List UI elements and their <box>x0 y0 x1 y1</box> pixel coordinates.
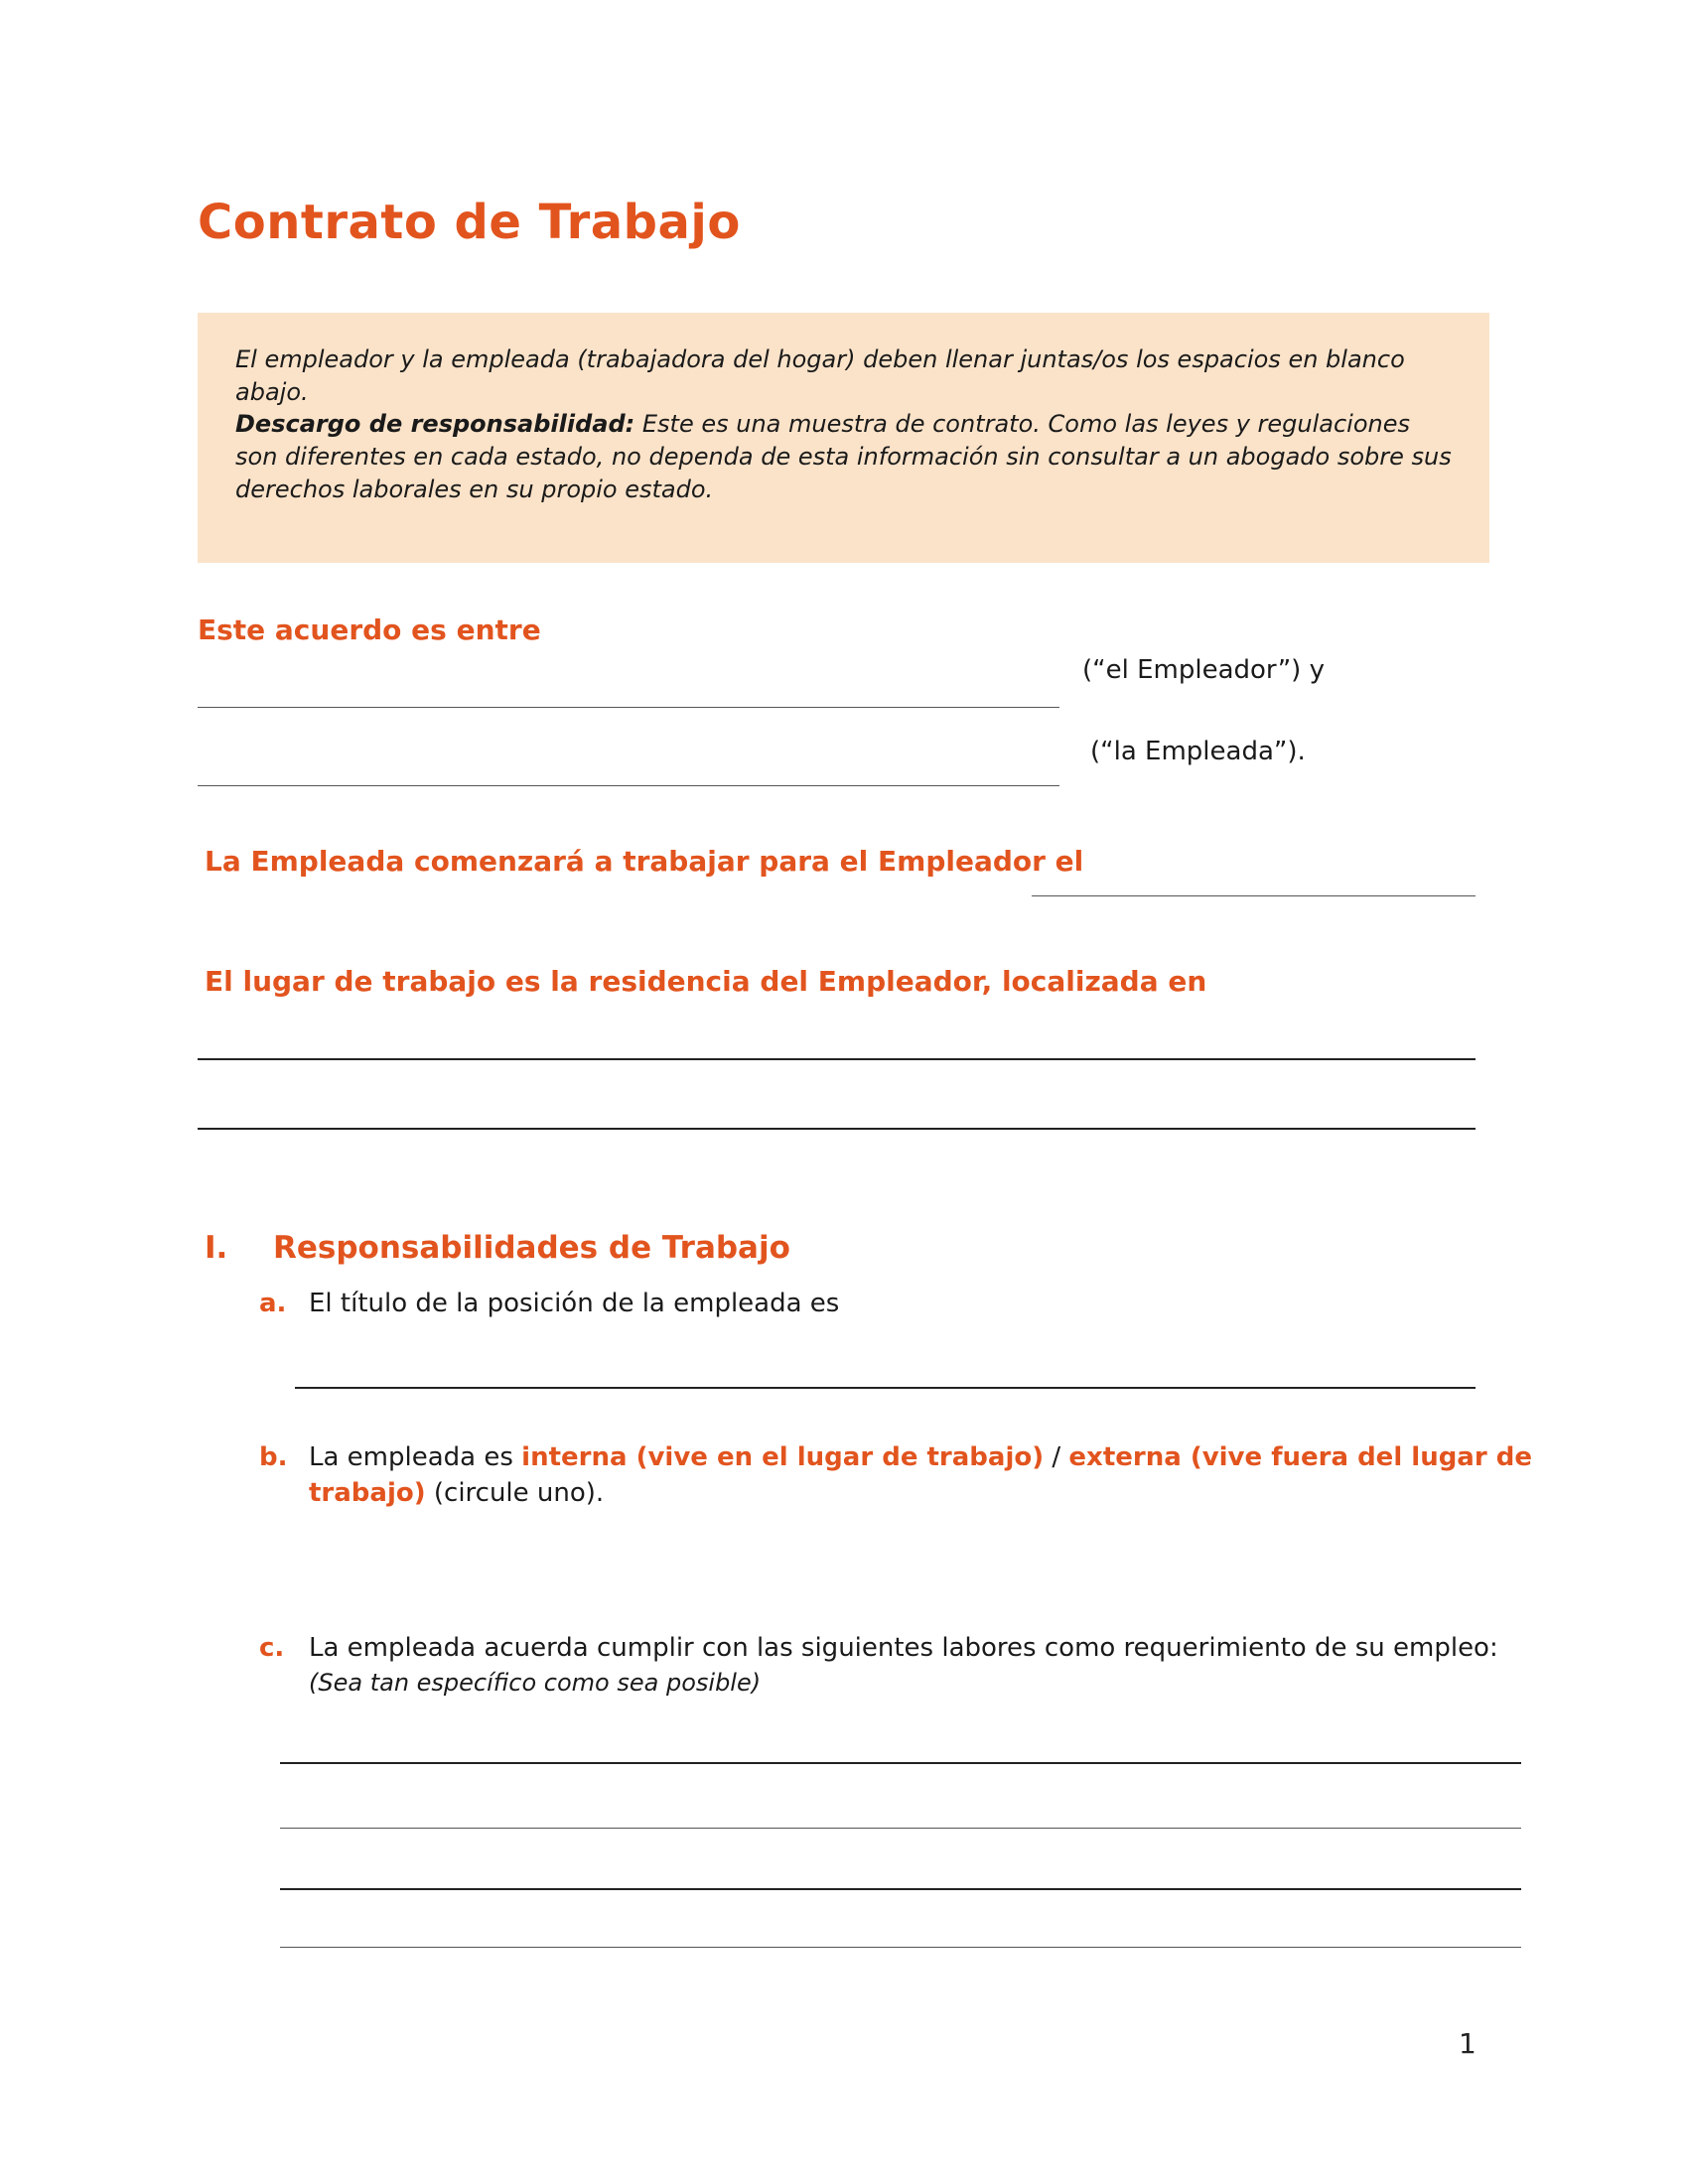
option-live-out-line-1[interactable]: externa (vive fuera del lugar de <box>1068 1442 1532 1472</box>
item-c-note: (Sea tan específico como sea posible) <box>309 1669 762 1697</box>
option-live-in[interactable]: interna (vive en el lugar de trabajo) <box>521 1442 1045 1472</box>
section-number: I. <box>205 1230 228 1266</box>
item-c-text: La empleada acuerda cumplir con las siguientes labores como requerimiento de su empleo: <box>309 1633 1498 1663</box>
item-b-line-2 <box>309 1478 604 1508</box>
duties-line-4[interactable] <box>280 1947 1521 1948</box>
employee-name-field[interactable] <box>198 785 1059 786</box>
workplace-address-line-2[interactable] <box>198 1128 1476 1130</box>
employer-name-field[interactable] <box>198 707 1059 708</box>
workplace-label: El lugar de trabajo es la residencia del Empleador, localizada en <box>205 965 1207 998</box>
duties-line-1[interactable] <box>280 1762 1521 1764</box>
item-a-text: El título de la posición de la empleada es <box>309 1289 840 1318</box>
workplace-address-line-1[interactable] <box>198 1058 1476 1060</box>
section-title: Responsabilidades de Trabajo <box>273 1230 790 1266</box>
option-separator: / <box>1044 1442 1069 1472</box>
notice-instruction: El empleador y la empleada (trabajadora del hogar) deben llenar juntas/os los espacios en blanco abajo. <box>235 345 1405 406</box>
item-a-letter: a. <box>259 1289 287 1318</box>
page-number: 1 <box>1459 2027 1477 2060</box>
duties-line-3[interactable] <box>280 1888 1521 1890</box>
notice-disclaimer <box>235 408 1457 506</box>
position-title-field[interactable] <box>295 1387 1476 1389</box>
item-b-suffix: (circule uno). <box>433 1478 605 1508</box>
item-b-line-1 <box>309 1442 1532 1472</box>
option-live-out-line-2[interactable]: trabajo) <box>309 1478 426 1508</box>
duties-line-2[interactable] <box>280 1828 1521 1829</box>
item-b-letter: b. <box>259 1442 288 1472</box>
employer-suffix: (“el Empleador”) y <box>1082 655 1325 685</box>
disclaimer-label: Descargo de responsabilidad: <box>235 410 635 438</box>
item-b-prefix: La empleada es <box>309 1442 522 1472</box>
parties-heading: Este acuerdo es entre <box>198 614 541 646</box>
employee-suffix: (“la Empleada”). <box>1090 737 1306 766</box>
start-date-field[interactable] <box>1032 895 1476 896</box>
document-title: Contrato de Trabajo <box>198 195 741 250</box>
disclaimer-text: Este es una muestra de contrato. Como las leyes y regulaciones son diferentes en cada estado, no dependa de esta información sin consultar a un abogado sobre sus derechos laborales en su propio estado. <box>235 410 1452 503</box>
item-c-letter: c. <box>259 1633 285 1663</box>
start-date-label: La Empleada comenzará a trabajar para el Empleador el <box>205 845 1084 878</box>
notice-box <box>198 313 1489 563</box>
